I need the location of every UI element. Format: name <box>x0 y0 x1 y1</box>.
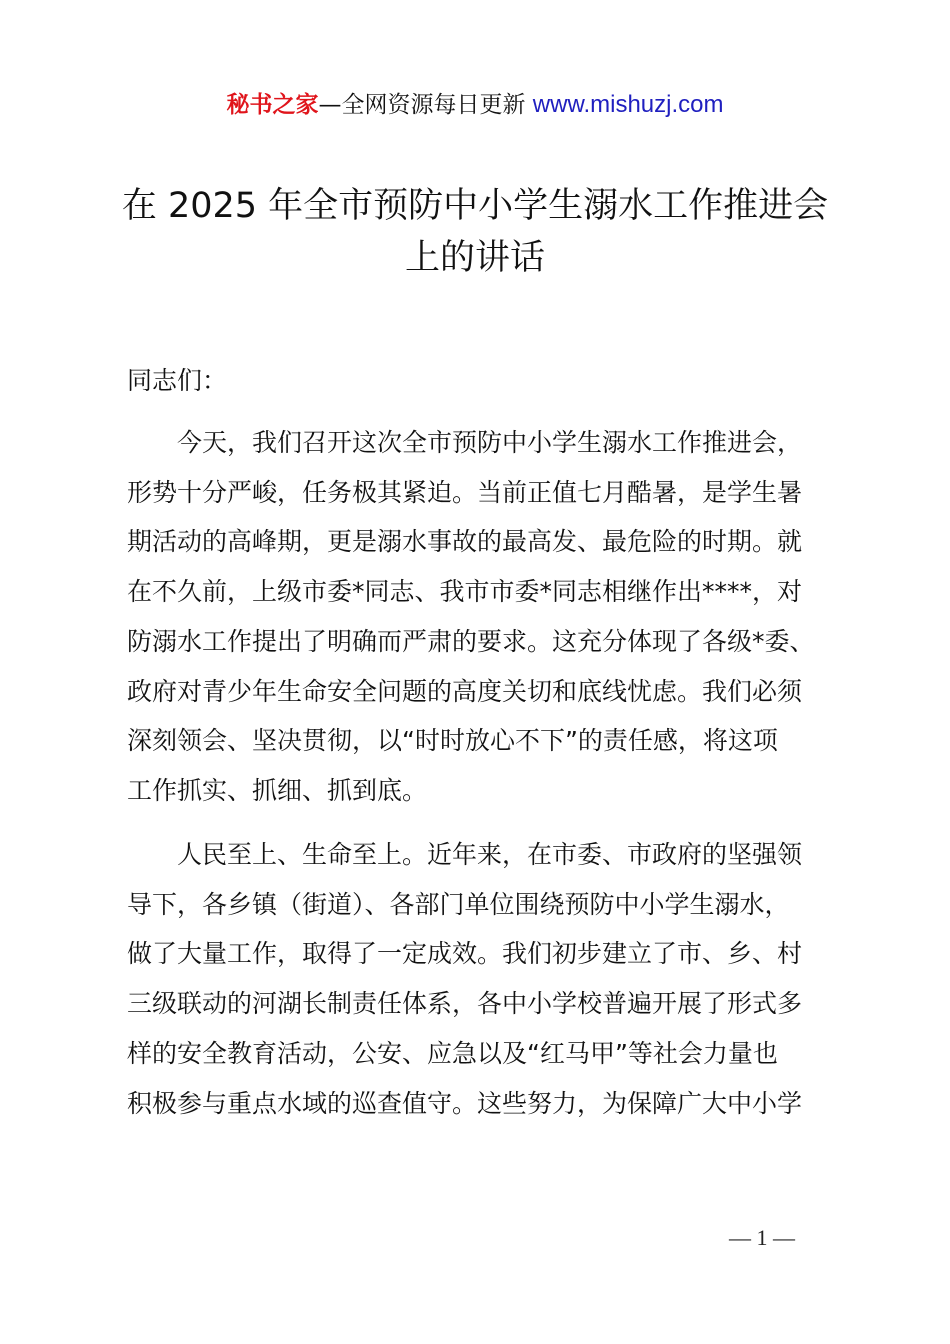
brand-name: 秘书之家 <box>226 92 319 118</box>
header-tagline: —全网资源每日更新 <box>318 92 533 118</box>
page-header <box>0 88 950 122</box>
paragraph-line: 人民至上、生命至上。近年来，在市委、市政府的坚强领 <box>177 840 803 869</box>
body-paragraph <box>127 830 837 1128</box>
paragraph-line: 工作抓实、抓细、抓到底。 <box>127 775 428 805</box>
site-link[interactable]: www.mishuzj.com <box>532 91 724 118</box>
paragraph-line: 形势十分严峻，任务极其紧迫。当前正值七月酷暑，是学生暑 <box>127 477 803 507</box>
salutation: 同志们： <box>127 366 228 395</box>
paragraph-line: 三级联动的河湖长制责任体系，各中小学校普遍开展了形式多 <box>127 989 803 1019</box>
paragraph-line: 政府对青少年生命安全问题的高度关切和底线忧虑。我们必须 <box>127 676 803 706</box>
paragraph-line: 在不久前，上级市委*同志、我市市委*同志相继作出****，对 <box>127 577 803 607</box>
paragraph-line: 积极参与重点水域的巡查值守。这些努力，为保障广大中小学 <box>127 1088 803 1118</box>
paragraph-line: 防溺水工作提出了明确而严肃的要求。这充分体现了各级*委、 <box>127 626 815 656</box>
title-line: 上的讲话 <box>404 238 545 278</box>
paragraph-line: 深刻领会、坚决贯彻，以“时时放心不下”的责任感，将这项 <box>127 726 778 756</box>
paragraph-line: 今天，我们召开这次全市预防中小学生溺水工作推进会， <box>177 428 803 457</box>
paragraph-line: 导下，各乡镇（街道）、各部门单位围绕预防中小学生溺水， <box>127 889 790 919</box>
paragraph-line: 期活动的高峰期，更是溺水事故的最高发、最危险的时期。就 <box>127 527 803 557</box>
body-paragraph <box>127 418 837 816</box>
page-number: — 1 — <box>729 1225 795 1250</box>
document-title <box>110 180 840 284</box>
paragraph-line: 做了大量工作，取得了一定成效。我们初步建立了市、乡、村 <box>127 939 803 969</box>
title-line: 在 2025 年全市预防中小学生溺水工作推进会 <box>121 186 829 226</box>
paragraph-line: 样的安全教育活动，公安、应急以及“红马甲”等社会力量也 <box>127 1038 778 1068</box>
